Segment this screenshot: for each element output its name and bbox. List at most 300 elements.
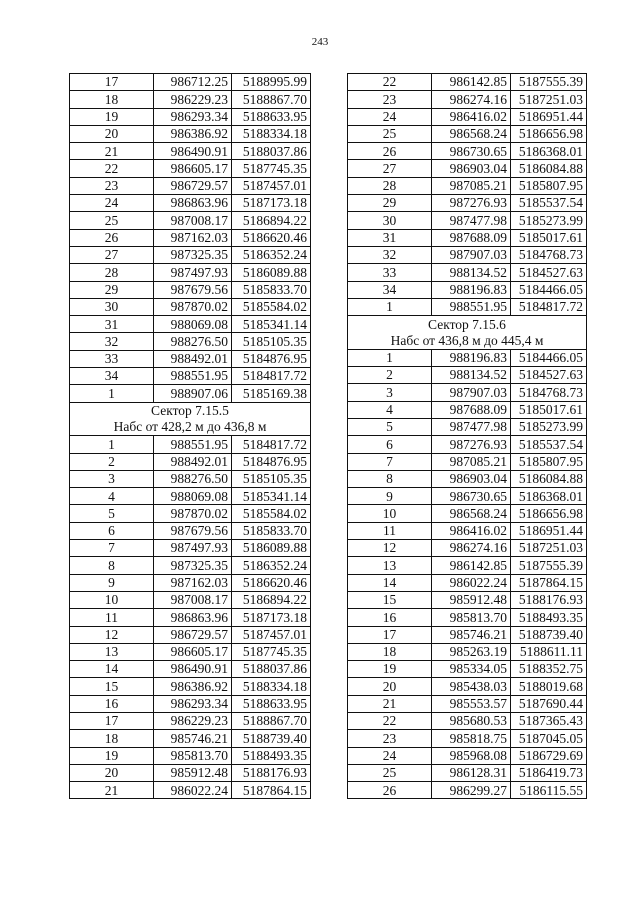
table-row — [348, 177, 587, 194]
point-number-cell: 5 — [348, 418, 432, 435]
y-coordinate-cell: 5187864.15 — [511, 574, 587, 591]
table-row — [348, 661, 587, 678]
point-number-cell: 33 — [70, 350, 154, 367]
table-row — [70, 470, 311, 487]
x-coordinate-cell: 985680.53 — [432, 712, 511, 729]
y-coordinate-cell: 5185017.61 — [511, 229, 587, 246]
y-coordinate-cell: 5185584.02 — [232, 298, 311, 315]
y-coordinate-cell: 5187045.05 — [511, 730, 587, 747]
point-number-cell: 1 — [348, 349, 432, 366]
x-coordinate-cell: 986863.96 — [154, 609, 232, 626]
x-coordinate-cell: 986299.27 — [432, 782, 511, 799]
table-row — [348, 695, 587, 712]
y-coordinate-cell: 5185833.70 — [232, 522, 311, 539]
x-coordinate-cell: 987679.56 — [154, 281, 232, 298]
x-coordinate-cell: 986605.17 — [154, 643, 232, 660]
x-coordinate-cell: 988069.08 — [154, 316, 232, 333]
point-number-cell: 2 — [70, 453, 154, 470]
point-number-cell: 13 — [348, 557, 432, 574]
x-coordinate-cell: 986386.92 — [154, 678, 232, 695]
y-coordinate-cell: 5185105.35 — [232, 470, 311, 487]
table-row — [348, 74, 587, 91]
table-row — [70, 436, 311, 453]
x-coordinate-cell: 987907.03 — [432, 384, 511, 401]
y-coordinate-cell: 5188867.70 — [232, 712, 311, 729]
table-row — [70, 574, 311, 591]
point-number-cell: 25 — [348, 764, 432, 781]
y-coordinate-cell: 5185584.02 — [232, 505, 311, 522]
sector-range-row — [348, 332, 587, 349]
y-coordinate-cell: 5184466.05 — [511, 349, 587, 366]
y-coordinate-cell: 5185273.99 — [511, 418, 587, 435]
x-coordinate-cell: 987477.98 — [432, 418, 511, 435]
x-coordinate-cell: 988276.50 — [154, 470, 232, 487]
point-number-cell: 23 — [348, 730, 432, 747]
table-row — [70, 678, 311, 695]
point-number-cell: 31 — [348, 229, 432, 246]
x-coordinate-cell: 986863.96 — [154, 195, 232, 212]
y-coordinate-cell: 5186368.01 — [511, 488, 587, 505]
x-coordinate-cell: 986229.23 — [154, 712, 232, 729]
point-number-cell: 19 — [70, 108, 154, 125]
x-coordinate-cell: 987162.03 — [154, 574, 232, 591]
x-coordinate-cell: 987008.17 — [154, 212, 232, 229]
y-coordinate-cell: 5188334.18 — [232, 125, 311, 142]
x-coordinate-cell: 986730.65 — [432, 143, 511, 160]
y-coordinate-cell: 5184876.95 — [232, 453, 311, 470]
table-row — [348, 384, 587, 401]
point-number-cell: 18 — [70, 91, 154, 108]
table-row — [70, 591, 311, 608]
table-row — [348, 505, 587, 522]
page-number: 243 — [311, 36, 329, 48]
y-coordinate-cell: 5185341.14 — [232, 488, 311, 505]
sector-range-row — [70, 419, 311, 436]
x-coordinate-cell: 987497.93 — [154, 264, 232, 281]
x-coordinate-cell: 988134.52 — [432, 367, 511, 384]
point-number-cell: 24 — [70, 195, 154, 212]
y-coordinate-cell: 5188739.40 — [511, 626, 587, 643]
y-coordinate-cell: 5185537.54 — [511, 436, 587, 453]
y-coordinate-cell: 5188633.95 — [232, 108, 311, 125]
point-number-cell: 5 — [70, 505, 154, 522]
point-number-cell: 18 — [348, 643, 432, 660]
point-number-cell: 26 — [70, 229, 154, 246]
y-coordinate-cell: 5185169.38 — [232, 385, 311, 402]
x-coordinate-cell: 986568.24 — [432, 505, 511, 522]
table-row — [348, 643, 587, 660]
y-coordinate-cell: 5188611.11 — [511, 643, 587, 660]
point-number-cell: 21 — [348, 695, 432, 712]
y-coordinate-cell: 5186951.44 — [511, 522, 587, 539]
x-coordinate-cell: 988907.06 — [154, 385, 232, 402]
point-number-cell: 19 — [70, 747, 154, 764]
x-coordinate-cell: 988134.52 — [432, 264, 511, 281]
point-number-cell: 1 — [348, 298, 432, 315]
x-coordinate-cell: 988069.08 — [154, 488, 232, 505]
point-number-cell: 16 — [348, 609, 432, 626]
y-coordinate-cell: 5187251.03 — [511, 540, 587, 557]
table-row — [70, 385, 311, 402]
y-coordinate-cell: 5187555.39 — [511, 557, 587, 574]
table-row — [348, 626, 587, 643]
y-coordinate-cell: 5187745.35 — [232, 160, 311, 177]
y-coordinate-cell: 5188633.95 — [232, 695, 311, 712]
table-row — [348, 436, 587, 453]
point-number-cell: 20 — [70, 764, 154, 781]
x-coordinate-cell: 985438.03 — [432, 678, 511, 695]
table-row — [70, 298, 311, 315]
table-row — [348, 712, 587, 729]
y-coordinate-cell: 5184817.72 — [232, 368, 311, 385]
x-coordinate-cell: 987870.02 — [154, 505, 232, 522]
sector-range-label: Набс от 428,2 м до 436,8 м — [70, 419, 311, 436]
y-coordinate-cell: 5188334.18 — [232, 678, 311, 695]
x-coordinate-cell: 985746.21 — [432, 626, 511, 643]
table-row — [70, 229, 311, 246]
x-coordinate-cell: 985818.75 — [432, 730, 511, 747]
table-row — [70, 730, 311, 747]
table-row — [70, 281, 311, 298]
y-coordinate-cell: 5185017.61 — [511, 401, 587, 418]
table-row — [348, 453, 587, 470]
y-coordinate-cell: 5187365.43 — [511, 712, 587, 729]
y-coordinate-cell: 5188739.40 — [232, 730, 311, 747]
x-coordinate-cell: 987688.09 — [432, 229, 511, 246]
x-coordinate-cell: 986022.24 — [154, 782, 232, 799]
x-coordinate-cell: 987688.09 — [432, 401, 511, 418]
point-number-cell: 26 — [348, 143, 432, 160]
x-coordinate-cell: 987276.93 — [432, 436, 511, 453]
point-number-cell: 29 — [348, 195, 432, 212]
y-coordinate-cell: 5187690.44 — [511, 695, 587, 712]
table-row — [348, 540, 587, 557]
x-coordinate-cell: 986568.24 — [432, 125, 511, 142]
point-number-cell: 15 — [348, 591, 432, 608]
table-row — [348, 747, 587, 764]
x-coordinate-cell: 986386.92 — [154, 125, 232, 142]
sector-title-row — [70, 402, 311, 419]
x-coordinate-cell: 986416.02 — [432, 108, 511, 125]
y-coordinate-cell: 5188995.99 — [232, 74, 311, 91]
point-number-cell: 30 — [348, 212, 432, 229]
x-coordinate-cell: 988492.01 — [154, 453, 232, 470]
table-row — [348, 678, 587, 695]
table-row — [348, 125, 587, 142]
y-coordinate-cell: 5186352.24 — [232, 557, 311, 574]
x-coordinate-cell: 985553.57 — [432, 695, 511, 712]
point-number-cell: 11 — [70, 609, 154, 626]
y-coordinate-cell: 5188037.86 — [232, 143, 311, 160]
y-coordinate-cell: 5186419.73 — [511, 764, 587, 781]
point-number-cell: 1 — [70, 385, 154, 402]
table-row — [348, 782, 587, 799]
x-coordinate-cell: 985813.70 — [432, 609, 511, 626]
y-coordinate-cell: 5184817.72 — [232, 436, 311, 453]
table-row — [348, 557, 587, 574]
x-coordinate-cell: 985912.48 — [154, 764, 232, 781]
y-coordinate-cell: 5184876.95 — [232, 350, 311, 367]
table-row — [70, 764, 311, 781]
y-coordinate-cell: 5186352.24 — [232, 246, 311, 263]
point-number-cell: 19 — [348, 661, 432, 678]
y-coordinate-cell: 5184527.63 — [511, 367, 587, 384]
table-row — [70, 643, 311, 660]
y-coordinate-cell: 5186894.22 — [232, 212, 311, 229]
x-coordinate-cell: 987497.93 — [154, 540, 232, 557]
y-coordinate-cell: 5188019.68 — [511, 678, 587, 695]
x-coordinate-cell: 987477.98 — [432, 212, 511, 229]
point-number-cell: 3 — [70, 470, 154, 487]
table-row — [70, 333, 311, 350]
table-row — [348, 229, 587, 246]
point-number-cell: 24 — [348, 108, 432, 125]
x-coordinate-cell: 986729.57 — [154, 626, 232, 643]
point-number-cell: 10 — [348, 505, 432, 522]
table-row — [70, 626, 311, 643]
table-row — [348, 418, 587, 435]
y-coordinate-cell: 5187173.18 — [232, 609, 311, 626]
table-row — [70, 143, 311, 160]
point-number-cell: 14 — [70, 661, 154, 678]
point-number-cell: 27 — [70, 246, 154, 263]
x-coordinate-cell: 987276.93 — [432, 195, 511, 212]
x-coordinate-cell: 988196.83 — [432, 281, 511, 298]
point-number-cell: 25 — [348, 125, 432, 142]
table-row — [70, 505, 311, 522]
y-coordinate-cell: 5185105.35 — [232, 333, 311, 350]
coordinates-table-left — [69, 73, 311, 799]
sector-range-label: Набс от 436,8 м до 445,4 м — [348, 332, 587, 349]
point-number-cell: 20 — [70, 125, 154, 142]
x-coordinate-cell: 986490.91 — [154, 143, 232, 160]
point-number-cell: 10 — [70, 591, 154, 608]
point-number-cell: 22 — [348, 74, 432, 91]
table-row — [348, 246, 587, 263]
x-coordinate-cell: 987907.03 — [432, 246, 511, 263]
point-number-cell: 21 — [70, 782, 154, 799]
point-number-cell: 14 — [348, 574, 432, 591]
table-row — [70, 108, 311, 125]
table-row — [70, 488, 311, 505]
y-coordinate-cell: 5186084.88 — [511, 470, 587, 487]
table-row — [348, 401, 587, 418]
x-coordinate-cell: 985746.21 — [154, 730, 232, 747]
point-number-cell: 24 — [348, 747, 432, 764]
x-coordinate-cell: 985968.08 — [432, 747, 511, 764]
point-number-cell: 32 — [348, 246, 432, 263]
sector-title: Сектор 7.15.5 — [70, 402, 311, 419]
table-row — [348, 108, 587, 125]
y-coordinate-cell: 5188493.35 — [511, 609, 587, 626]
table-row — [348, 281, 587, 298]
table-row — [70, 557, 311, 574]
y-coordinate-cell: 5187745.35 — [232, 643, 311, 660]
table-row — [70, 453, 311, 470]
y-coordinate-cell: 5185537.54 — [511, 195, 587, 212]
point-number-cell: 6 — [70, 522, 154, 539]
table-row — [348, 349, 587, 366]
point-number-cell: 23 — [348, 91, 432, 108]
point-number-cell: 21 — [70, 143, 154, 160]
y-coordinate-cell: 5187173.18 — [232, 195, 311, 212]
point-number-cell: 28 — [348, 177, 432, 194]
point-number-cell: 8 — [348, 470, 432, 487]
y-coordinate-cell: 5186894.22 — [232, 591, 311, 608]
point-number-cell: 7 — [348, 453, 432, 470]
y-coordinate-cell: 5184768.73 — [511, 246, 587, 263]
y-coordinate-cell: 5184527.63 — [511, 264, 587, 281]
x-coordinate-cell: 988551.95 — [154, 368, 232, 385]
x-coordinate-cell: 986142.85 — [432, 74, 511, 91]
x-coordinate-cell: 985813.70 — [154, 747, 232, 764]
table-row — [348, 195, 587, 212]
y-coordinate-cell: 5188037.86 — [232, 661, 311, 678]
point-number-cell: 25 — [70, 212, 154, 229]
x-coordinate-cell: 986605.17 — [154, 160, 232, 177]
table-row — [70, 747, 311, 764]
point-number-cell: 27 — [348, 160, 432, 177]
point-number-cell: 17 — [70, 712, 154, 729]
x-coordinate-cell: 987162.03 — [154, 229, 232, 246]
table-row — [70, 316, 311, 333]
point-number-cell: 11 — [348, 522, 432, 539]
point-number-cell: 34 — [348, 281, 432, 298]
table-row — [348, 609, 587, 626]
x-coordinate-cell: 986142.85 — [432, 557, 511, 574]
x-coordinate-cell: 988551.95 — [432, 298, 511, 315]
y-coordinate-cell: 5185807.95 — [511, 177, 587, 194]
table-row — [70, 195, 311, 212]
sector-title-row — [348, 316, 587, 333]
x-coordinate-cell: 988492.01 — [154, 350, 232, 367]
point-number-cell: 4 — [70, 488, 154, 505]
y-coordinate-cell: 5186729.69 — [511, 747, 587, 764]
point-number-cell: 30 — [70, 298, 154, 315]
y-coordinate-cell: 5188493.35 — [232, 747, 311, 764]
point-number-cell: 6 — [348, 436, 432, 453]
point-number-cell: 2 — [348, 367, 432, 384]
x-coordinate-cell: 986712.25 — [154, 74, 232, 91]
y-coordinate-cell: 5186089.88 — [232, 264, 311, 281]
point-number-cell: 12 — [70, 626, 154, 643]
x-coordinate-cell: 986729.57 — [154, 177, 232, 194]
y-coordinate-cell: 5185807.95 — [511, 453, 587, 470]
y-coordinate-cell: 5184817.72 — [511, 298, 587, 315]
table-row — [70, 74, 311, 91]
y-coordinate-cell: 5185273.99 — [511, 212, 587, 229]
y-coordinate-cell: 5184466.05 — [511, 281, 587, 298]
point-number-cell: 26 — [348, 782, 432, 799]
table-row — [348, 91, 587, 108]
x-coordinate-cell: 986229.23 — [154, 91, 232, 108]
y-coordinate-cell: 5186620.46 — [232, 574, 311, 591]
x-coordinate-cell: 986274.16 — [432, 91, 511, 108]
x-coordinate-cell: 986128.31 — [432, 764, 511, 781]
table-row — [70, 368, 311, 385]
x-coordinate-cell: 986293.34 — [154, 108, 232, 125]
x-coordinate-cell: 987325.35 — [154, 246, 232, 263]
x-coordinate-cell: 985263.19 — [432, 643, 511, 660]
table-row — [70, 125, 311, 142]
table-row — [348, 591, 587, 608]
y-coordinate-cell: 5186115.55 — [511, 782, 587, 799]
x-coordinate-cell: 987325.35 — [154, 557, 232, 574]
table-row — [70, 695, 311, 712]
x-coordinate-cell: 986730.65 — [432, 488, 511, 505]
y-coordinate-cell: 5188867.70 — [232, 91, 311, 108]
y-coordinate-cell: 5188176.93 — [232, 764, 311, 781]
table-row — [348, 730, 587, 747]
table-row — [348, 143, 587, 160]
table-row — [70, 177, 311, 194]
table-row — [70, 246, 311, 263]
table-row — [70, 160, 311, 177]
y-coordinate-cell: 5184768.73 — [511, 384, 587, 401]
y-coordinate-cell: 5187457.01 — [232, 626, 311, 643]
point-number-cell: 13 — [70, 643, 154, 660]
x-coordinate-cell: 987870.02 — [154, 298, 232, 315]
table-row — [348, 522, 587, 539]
table-row — [348, 298, 587, 315]
y-coordinate-cell: 5185341.14 — [232, 316, 311, 333]
x-coordinate-cell: 985912.48 — [432, 591, 511, 608]
y-coordinate-cell: 5187251.03 — [511, 91, 587, 108]
point-number-cell: 28 — [70, 264, 154, 281]
y-coordinate-cell: 5187457.01 — [232, 177, 311, 194]
x-coordinate-cell: 985334.05 — [432, 661, 511, 678]
point-number-cell: 31 — [70, 316, 154, 333]
y-coordinate-cell: 5186620.46 — [232, 229, 311, 246]
table-row — [70, 91, 311, 108]
table-row — [348, 764, 587, 781]
x-coordinate-cell: 987008.17 — [154, 591, 232, 608]
point-number-cell: 29 — [70, 281, 154, 298]
x-coordinate-cell: 987679.56 — [154, 522, 232, 539]
table-row — [70, 350, 311, 367]
table-row — [348, 367, 587, 384]
y-coordinate-cell: 5186656.98 — [511, 125, 587, 142]
x-coordinate-cell: 987085.21 — [432, 453, 511, 470]
x-coordinate-cell: 986903.04 — [432, 470, 511, 487]
table-row — [70, 712, 311, 729]
point-number-cell: 18 — [70, 730, 154, 747]
x-coordinate-cell: 988276.50 — [154, 333, 232, 350]
point-number-cell: 7 — [70, 540, 154, 557]
point-number-cell: 16 — [70, 695, 154, 712]
table-row — [70, 264, 311, 281]
y-coordinate-cell: 5186656.98 — [511, 505, 587, 522]
coordinates-table-right — [347, 73, 587, 799]
x-coordinate-cell: 988196.83 — [432, 349, 511, 366]
point-number-cell: 22 — [70, 160, 154, 177]
sector-title: Сектор 7.15.6 — [348, 316, 587, 333]
table-row — [348, 160, 587, 177]
x-coordinate-cell: 986416.02 — [432, 522, 511, 539]
point-number-cell: 1 — [70, 436, 154, 453]
point-number-cell: 3 — [348, 384, 432, 401]
x-coordinate-cell: 986022.24 — [432, 574, 511, 591]
y-coordinate-cell: 5188352.75 — [511, 661, 587, 678]
x-coordinate-cell: 986293.34 — [154, 695, 232, 712]
point-number-cell: 17 — [348, 626, 432, 643]
table-row — [70, 661, 311, 678]
point-number-cell: 32 — [70, 333, 154, 350]
y-coordinate-cell: 5186368.01 — [511, 143, 587, 160]
y-coordinate-cell: 5185833.70 — [232, 281, 311, 298]
point-number-cell: 12 — [348, 540, 432, 557]
y-coordinate-cell: 5187555.39 — [511, 74, 587, 91]
